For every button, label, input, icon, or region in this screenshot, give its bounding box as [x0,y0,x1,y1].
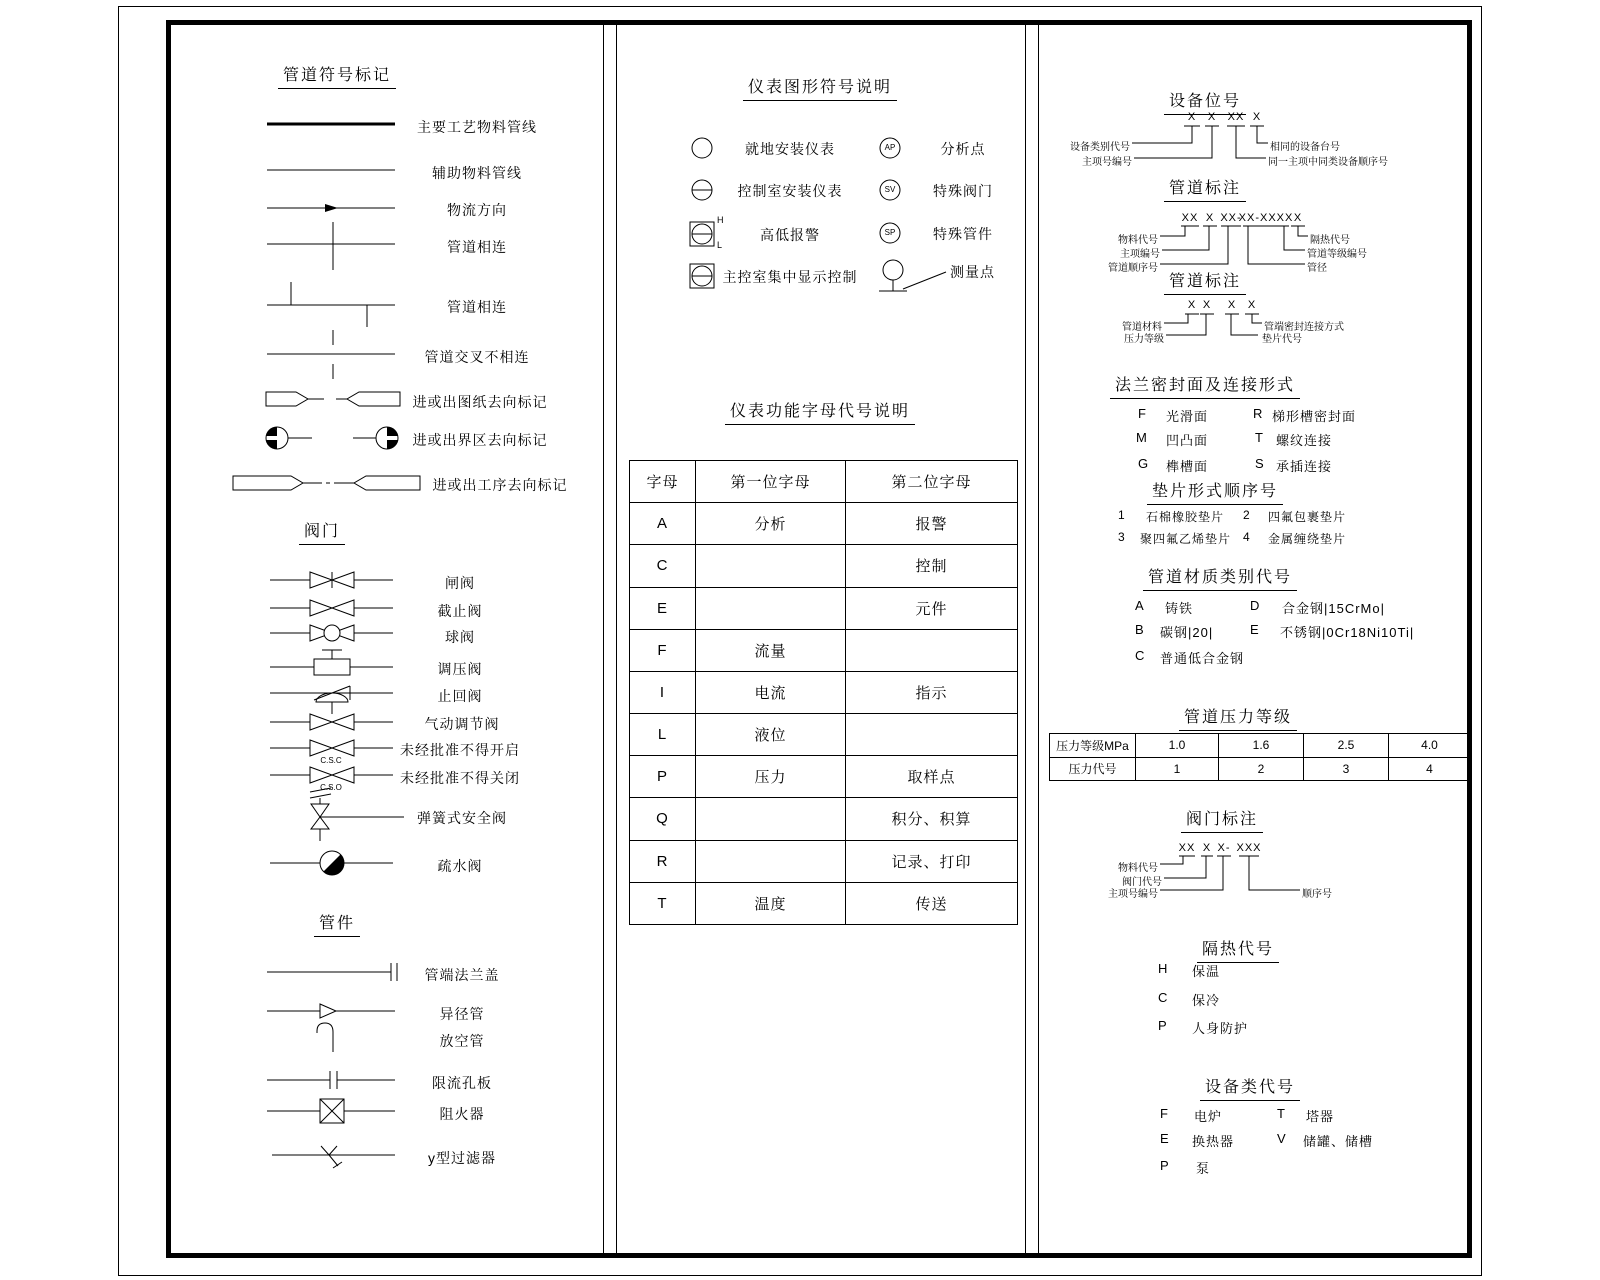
flow-direction-symbol [267,204,395,212]
pipes-crossing-not-connected-symbol [267,330,395,379]
pipe-row-label: 进或出图纸去向标记 [412,394,548,410]
pipe-row-label: 主要工艺物料管线 [417,119,537,135]
instrument-symbol-label: 特殊管件 [933,226,993,242]
equip-tag-label: 同一主项中同类设备顺序号 [1268,157,1388,168]
equipment-class-code: F [1160,1106,1169,1121]
flange-code: S [1255,456,1265,471]
instrument-symbol-label: 测量点 [950,264,995,280]
car-sealed-open-valve-symbol [270,767,393,783]
pipe-row-label: 进或出工序去向标记 [432,477,568,493]
flange-label: 光滑面 [1166,409,1209,424]
flange-code: F [1138,406,1147,421]
cell: 压力代号 [1050,757,1136,781]
equip-tag-label: 主项号编号 [1082,157,1132,168]
gasket-code: 4 [1243,530,1251,544]
instrument-letters-title: 仪表功能字母代号说明 [725,398,915,425]
insulation-label: 人身防护 [1192,1021,1249,1036]
analysis-point-code: AP [884,143,896,152]
cell: 2 [1219,757,1304,781]
pipe-tag-label: 主项编号 [1120,249,1160,260]
valve-row-label: 疏水阀 [437,858,483,874]
gasket-label: 四氟包裹垫片 [1268,510,1347,524]
fitting-row-label: y型过滤器 [428,1150,496,1166]
cell: 取样点 [846,756,1018,798]
flange-code: M [1136,430,1148,445]
cell: 压力 [696,756,846,798]
insulation-title: 隔热代号 [1197,936,1279,963]
cell: Q [630,798,696,840]
gasket-label: 金属缠绕垫片 [1268,532,1347,546]
instrument-letter-table [629,460,1018,925]
steam-trap-symbol [270,851,393,875]
gasket-code: 1 [1118,508,1126,522]
cell: I [630,671,696,713]
fitting-row-label: 异径管 [439,1006,485,1022]
pipe-tag-x: XX- [1220,212,1242,224]
cell: 流量 [696,629,846,671]
pipe-tag-label: 管道顺序号 [1108,263,1158,274]
local-instrument-symbol [692,138,712,158]
material-code: A [1135,598,1145,613]
equipment-tag-title: 设备位号 [1164,88,1246,115]
cell: 记录、打印 [846,840,1018,882]
cell: L [630,714,696,756]
valve-tag-label: 阀门代号 [1122,877,1162,888]
gasket-code: 2 [1243,508,1251,522]
equipment-tag-diagram-lines [1132,126,1268,158]
cell: R [630,840,696,882]
pipe-tag2-label: 压力等级 [1124,334,1164,345]
cell: 传送 [846,882,1018,924]
flange-label: 梯形槽密封面 [1272,409,1357,424]
cell [846,629,1018,671]
pipe-row-label: 管道相连 [447,239,507,255]
valve-tag-x: X- [1217,842,1231,854]
pipe-tag-diagram2-lines [1164,314,1262,335]
cell: 1.6 [1219,734,1304,758]
pipe-tag-title: 管道标注 [1164,175,1246,202]
cell: 字母 [630,461,696,503]
equipment-class-label: 泵 [1196,1161,1211,1176]
pipe-tag-label: 管径 [1307,263,1327,274]
insulation-label: 保冷 [1192,993,1221,1008]
pipe-tag2-x: X [1227,299,1237,311]
table-row [1050,734,1471,758]
valve-tag-x: XX [1178,842,1196,854]
table-row [630,545,1018,587]
equip-tag-label: 设备类别代号 [1070,142,1130,153]
fitting-row-label: 限流孔板 [432,1075,492,1091]
cell [696,587,846,629]
pipe-tag2-x: X [1187,299,1197,311]
control-room-display-symbol [690,264,714,288]
table-row [630,503,1018,545]
table-row [630,671,1018,713]
gasket-label: 聚四氟乙烯垫片 [1140,532,1232,546]
valve-tag-label: 主项号编号 [1108,889,1158,900]
cell: 1.0 [1136,734,1219,758]
flange-title: 法兰密封面及连接形式 [1110,372,1300,399]
panel-instrument-symbol [692,180,712,200]
y-strainer-symbol [272,1146,395,1168]
pipes-connected-tee-symbol [267,282,395,327]
cell: T [630,882,696,924]
cell: 积分、积算 [846,798,1018,840]
spring-safety-valve-symbol [310,788,404,841]
valve-row-label: 球阀 [445,629,475,645]
valve-row-label: 未经批准不得关闭 [400,770,520,786]
flange-label: 螺纹连接 [1276,433,1333,448]
material-label: 铸铁 [1165,601,1194,616]
pipe-tag-label: 隔热代号 [1310,235,1350,246]
material-code: C [1135,648,1146,663]
material-label: 不锈钢|0Cr18Ni10Ti| [1280,625,1415,640]
equip-tag-label: 相同的设备台号 [1270,142,1340,153]
cell: 控制 [846,545,1018,587]
flange-cover-symbol [267,963,397,981]
alarm-low-letter: L [717,240,723,250]
valve-tag-x: X [1202,842,1212,854]
equipment-class-title: 设备类代号 [1200,1074,1300,1101]
cell [846,714,1018,756]
cell: A [630,503,696,545]
pipe-row-label: 管道相连 [447,299,507,315]
cell: P [630,756,696,798]
ball-valve-symbol [270,625,393,641]
valve-tag-label: 物料代号 [1118,863,1158,874]
table-row [630,587,1018,629]
equipment-class-code: E [1160,1131,1170,1146]
instrument-symbols-title: 仪表图形符号说明 [743,74,897,101]
pipe-tag2-label: 管端密封连接方式 [1264,322,1344,333]
pipe-tag-diagram1-lines [1160,226,1308,264]
cso-note: C.S.O [320,783,342,792]
flange-label: 承插连接 [1276,459,1333,474]
equipment-class-code: P [1160,1158,1170,1173]
table-header-row [630,461,1018,503]
valve-row-label: 止回阀 [437,688,483,704]
pipe-tag-label: 物料代号 [1118,235,1158,246]
cell: 分析 [696,503,846,545]
cell: 指示 [846,671,1018,713]
valve-row-label: 调压阀 [437,661,483,677]
flange-code: G [1138,456,1150,471]
pipe-symbols-title: 管道符号标记 [278,62,396,89]
cell: 液位 [696,714,846,756]
equip-tag-x: X [1187,111,1197,123]
cell: 4.0 [1389,734,1471,758]
pipe-tag-title2: 管道标注 [1164,268,1246,295]
pressure-title: 管道压力等级 [1179,704,1297,731]
insulation-code: C [1158,990,1169,1005]
gasket-label: 石棉橡胶垫片 [1146,510,1225,524]
fitting-row-label: 管端法兰盖 [424,967,500,983]
cell: 3 [1304,757,1389,781]
car-sealed-closed-valve-symbol [270,740,393,756]
instrument-symbol-label: 高低报警 [760,227,820,243]
material-title: 管道材质类别代号 [1143,564,1297,591]
material-code: D [1250,598,1261,613]
equip-tag-x: X [1252,111,1262,123]
pipe-tag-x: X [1205,212,1215,224]
table-row [630,840,1018,882]
pipe-tag-label: 管道等级编号 [1307,249,1367,260]
equipment-class-code: T [1277,1106,1286,1121]
valve-tag-title: 阀门标注 [1181,806,1263,833]
instrument-symbol-label: 控制室安装仪表 [737,183,843,199]
process-unit-marker-symbol [233,476,420,490]
table-row [630,629,1018,671]
valve-row-label: 未经批准不得开启 [400,742,520,758]
instrument-symbol-label: 就地安装仪表 [745,141,835,157]
measurement-point-symbol [879,260,946,291]
valves-title: 阀门 [299,518,345,545]
cell: 电流 [696,671,846,713]
flange-label: 凹凸面 [1166,433,1209,448]
vent-pipe-symbol [317,1023,333,1052]
valve-row-label: 截止阀 [437,603,483,619]
cell: 4 [1389,757,1471,781]
insulation-label: 保温 [1192,964,1221,979]
globe-valve-symbol [270,600,393,616]
special-fitting-code: SP [884,228,896,237]
cell [696,545,846,587]
material-code: E [1250,622,1260,637]
fittings-title: 管件 [314,910,360,937]
material-label: 碳钢|20| [1160,625,1214,640]
gasket-title: 垫片形式顺序号 [1147,478,1283,505]
pipe-row-label: 进或出界区去向标记 [412,432,548,448]
pipe-tag-x: XX [1181,212,1199,224]
special-valve-code: SV [884,185,896,194]
pipe-row-label: 管道交叉不相连 [424,349,530,365]
insulation-code: H [1158,961,1169,976]
pipe-tag2-label: 管道材料 [1122,322,1162,333]
pipe-tag2-label: 垫片代号 [1262,334,1302,345]
cell: F [630,629,696,671]
csc-note: C.S.C [320,756,342,765]
cell [696,798,846,840]
equipment-class-label: 储罐、储槽 [1303,1134,1374,1149]
cell [696,840,846,882]
valve-row-label: 气动调节阀 [424,716,500,732]
valve-tag-x: XXX [1236,842,1262,854]
equip-tag-x: XX [1227,111,1245,123]
pipe-tag-x: XX-XXXX [1238,212,1294,224]
reducer-symbol [267,1004,395,1018]
table-row [630,714,1018,756]
valve-tag-label: 顺序号 [1302,889,1332,900]
cell: 温度 [696,882,846,924]
flange-label: 榫槽面 [1166,459,1209,474]
pressure-regulating-valve-symbol [270,650,393,675]
equipment-class-label: 电炉 [1194,1109,1223,1124]
table-row [1050,757,1471,781]
cell: 1 [1136,757,1219,781]
table-row [630,798,1018,840]
valve-row-label: 弹簧式安全阀 [417,810,507,826]
pipe-tag-x: X [1293,212,1303,224]
flange-code: R [1253,406,1264,421]
cell: 第一位字母 [696,461,846,503]
material-label: 合金钢|15CrMo| [1282,601,1385,616]
battery-limit-marker-symbol [265,427,399,449]
restriction-orifice-symbol [267,1071,395,1089]
cell: 元件 [846,587,1018,629]
pipe-tag2-x: X [1202,299,1212,311]
gasket-code: 3 [1118,530,1126,544]
equipment-class-code: V [1277,1131,1287,1146]
fitting-row-label: 阻火器 [439,1106,485,1122]
equipment-class-label: 换热器 [1192,1134,1235,1149]
fitting-row-label: 放空管 [439,1033,485,1049]
valve-row-label: 闸阀 [445,575,475,591]
cell: C [630,545,696,587]
pipe-row-label: 辅助物料管线 [432,165,522,181]
flame-arrester-symbol [267,1099,395,1123]
pipes-connected-cross-symbol [267,222,395,270]
cell: 报警 [846,503,1018,545]
material-code: B [1135,622,1145,637]
table-row [630,756,1018,798]
equipment-class-label: 塔器 [1306,1109,1335,1124]
cell: 压力等级MPa [1050,734,1136,758]
alarm-high-letter: H [717,215,724,225]
cell: E [630,587,696,629]
table-row [630,882,1018,924]
pipe-tag2-x: X [1247,299,1257,311]
instrument-symbol-label: 主控室集中显示控制 [722,269,858,285]
offpage-marker-symbol [266,392,400,406]
pressure-class-table [1049,733,1471,781]
valve-tag-diagram-lines [1160,856,1300,890]
material-label: 普通低合金钢 [1160,651,1245,666]
high-low-alarm-symbol [690,222,714,246]
equip-tag-x: X [1207,111,1217,123]
flange-code: T [1255,430,1264,445]
gate-valve-symbol [270,572,393,588]
pipe-row-label: 物流方向 [447,202,507,218]
instrument-symbol-label: 分析点 [940,141,986,157]
cell: 第二位字母 [846,461,1018,503]
pneumatic-control-valve-symbol [270,693,393,730]
instrument-symbol-label: 特殊阀门 [933,183,993,199]
cell: 2.5 [1304,734,1389,758]
insulation-code: P [1158,1018,1168,1033]
